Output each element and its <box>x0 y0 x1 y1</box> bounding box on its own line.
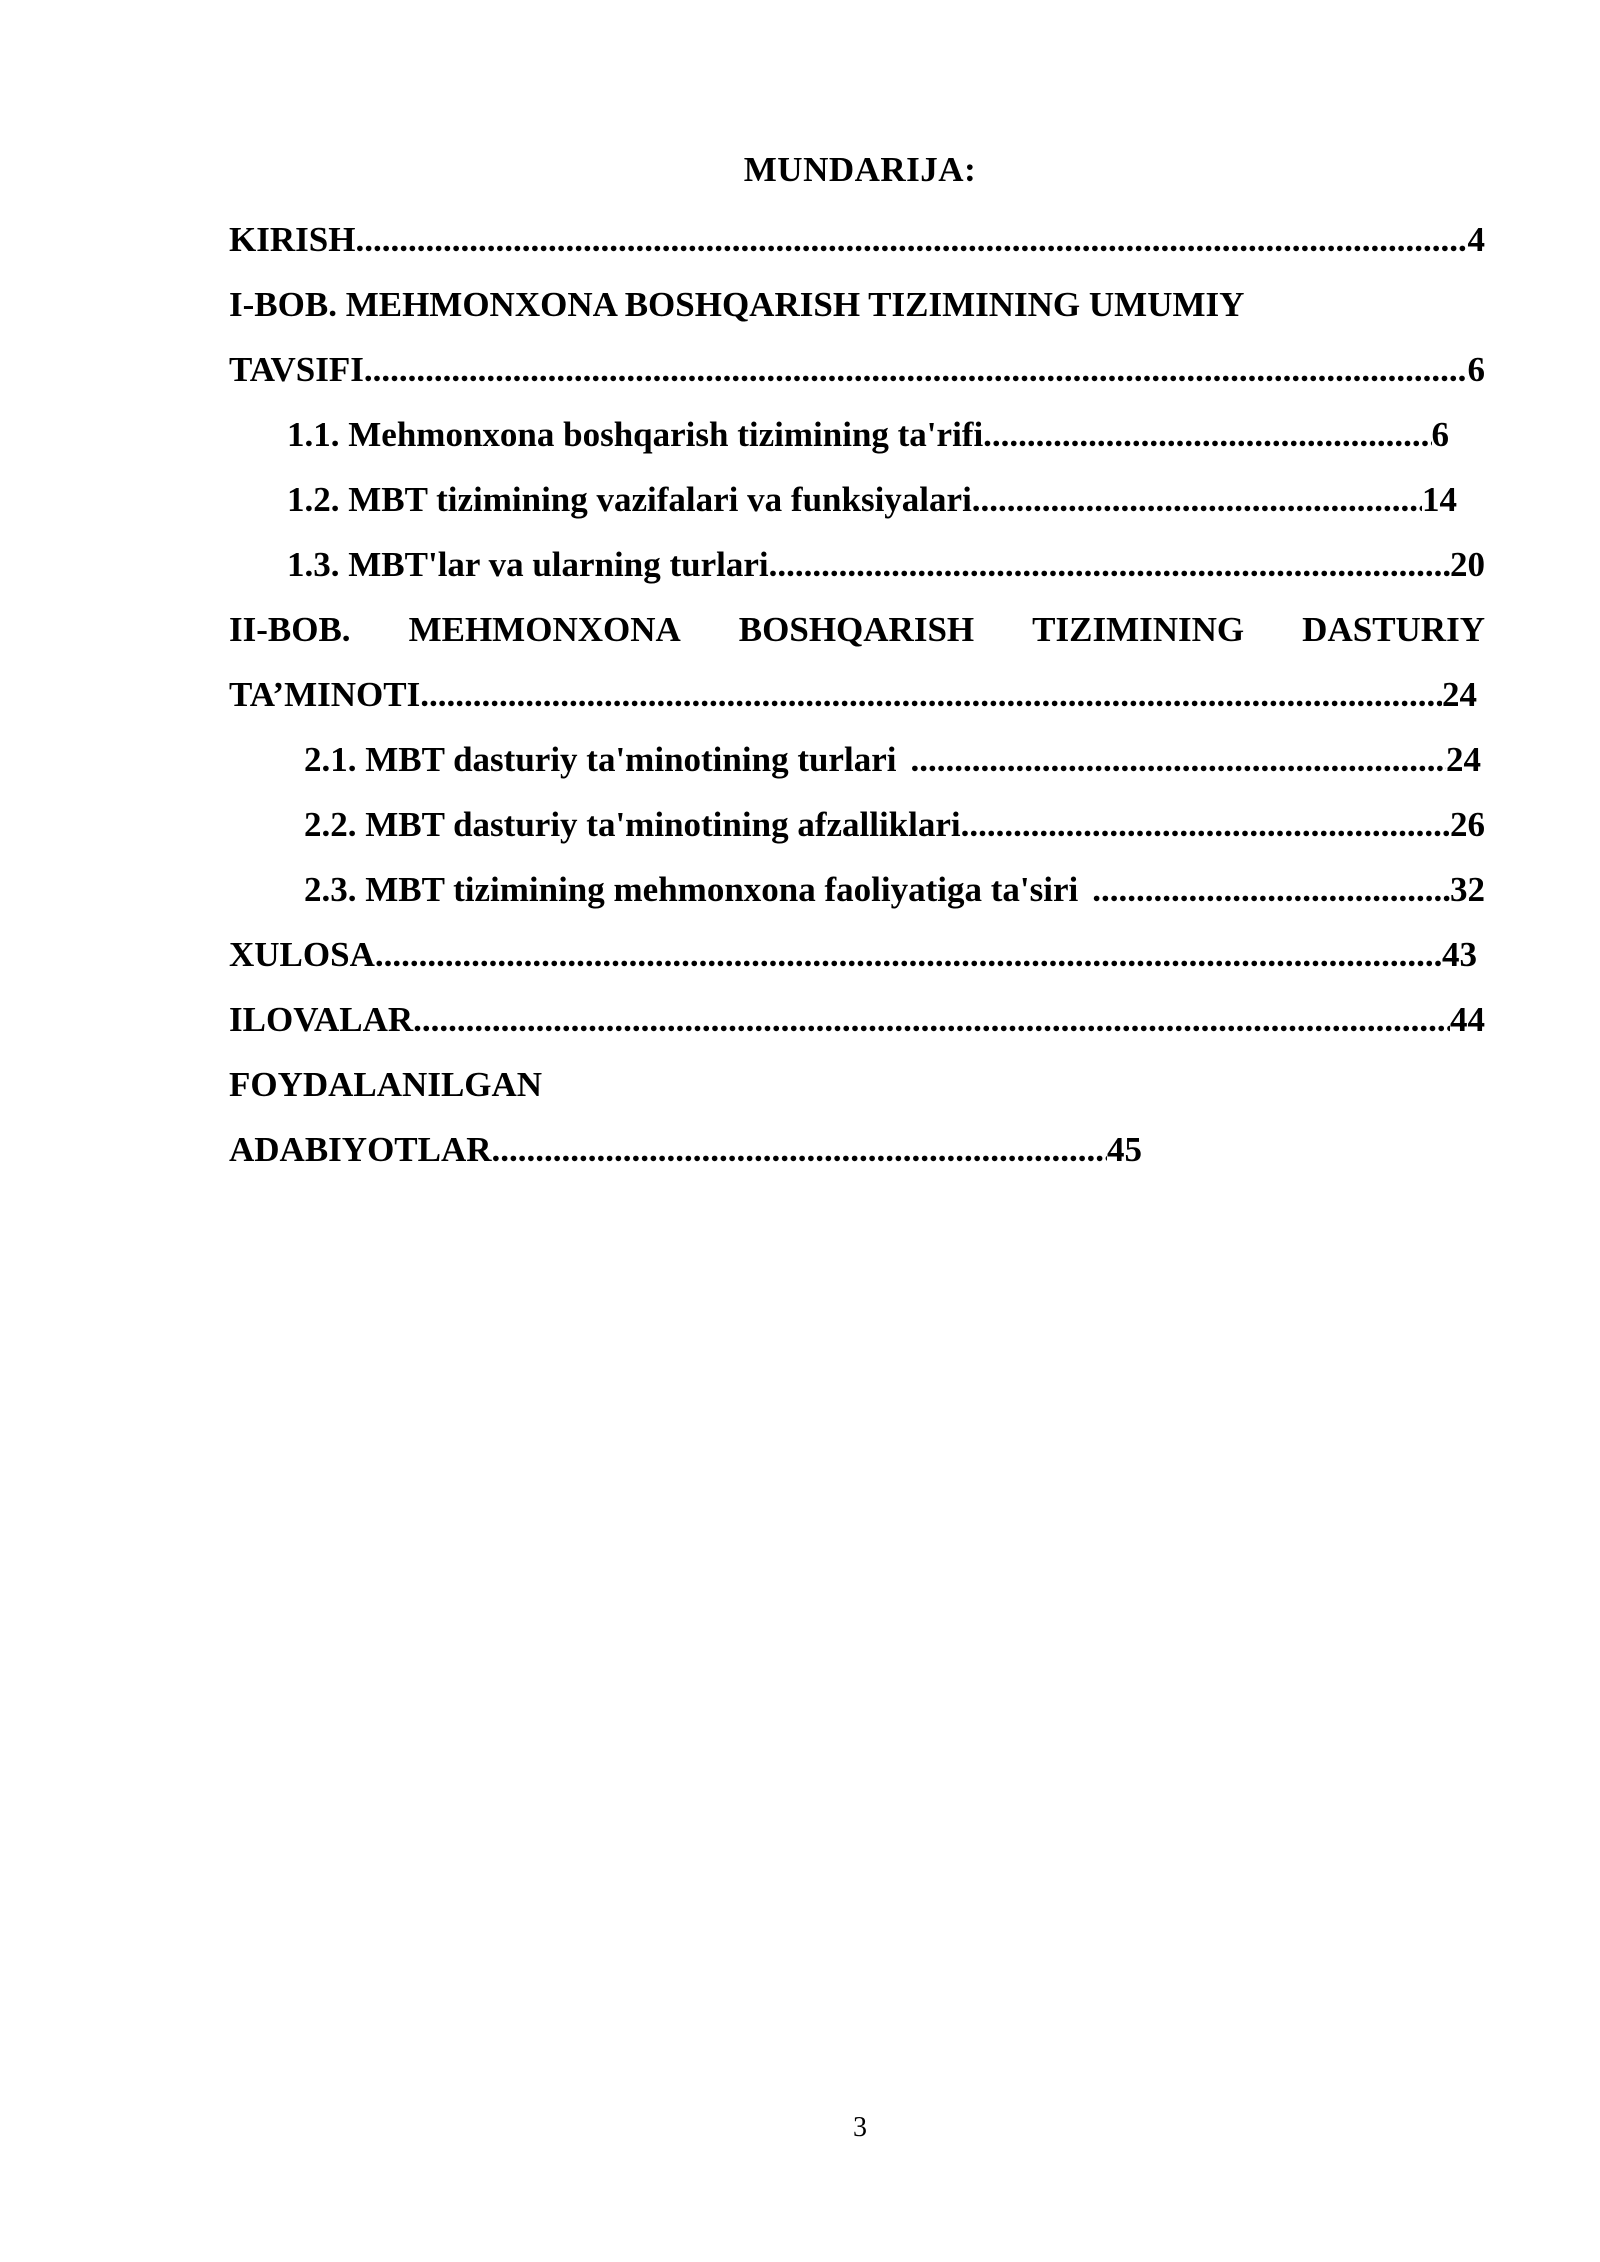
toc-word: BOSHQARISH <box>738 610 975 649</box>
toc-label: KIRISH <box>229 220 356 259</box>
toc-leader <box>420 673 1442 717</box>
toc-label: 1.2. MBT tizimining vazifalari va funksiyalari <box>287 480 972 519</box>
toc-entry-2-2 <box>304 803 1485 847</box>
toc-page-number: 6 <box>1431 415 1449 454</box>
toc-page-number: 32 <box>1450 870 1485 909</box>
toc-page-number: 4 <box>1467 220 1485 259</box>
toc-entry-ilovalar <box>229 998 1485 1042</box>
toc-entry-1-1 <box>287 413 1449 457</box>
toc-page-number: 26 <box>1450 805 1485 844</box>
toc-page-number: 20 <box>1450 545 1485 584</box>
toc-word: II-BOB. <box>229 610 351 649</box>
toc-page-number: 6 <box>1467 350 1485 389</box>
toc-entry-adabiyot-line1 <box>229 1063 542 1107</box>
toc-entry-bob2-line2 <box>229 673 1477 717</box>
toc-entry-xulosa <box>229 933 1477 977</box>
toc-entry-2-1 <box>304 738 1481 782</box>
toc-leader <box>1092 868 1450 912</box>
toc-label: 1.3. MBT'lar va ularning turlari <box>287 545 769 584</box>
toc-word: TIZIMINING <box>1032 610 1245 649</box>
toc-label: 2.1. MBT dasturiy ta'minotining turlari <box>304 740 897 779</box>
toc-page-number: 45 <box>1107 1130 1142 1169</box>
toc-label: 2.3. MBT tizimining mehmonxona faoliyatiga ta'siri <box>304 870 1079 909</box>
toc-label: I-BOB. MEHMONXONA BOSHQARISH TIZIMINING UMUMIY <box>229 285 1245 324</box>
toc-leader <box>769 543 1450 587</box>
toc-leader <box>413 998 1450 1042</box>
page-title: MUNDARIJA: <box>743 150 977 189</box>
toc-entry-kirish <box>229 218 1485 262</box>
toc-leader <box>355 218 1467 262</box>
toc-leader <box>375 933 1442 977</box>
toc-leader <box>972 478 1422 522</box>
toc-entry-bob1-line2 <box>229 348 1485 392</box>
toc-label: XULOSA <box>229 935 375 974</box>
toc-label: ADABIYOTLAR <box>229 1130 492 1169</box>
toc-page-number: 14 <box>1422 480 1457 519</box>
toc-leader <box>910 738 1446 782</box>
toc-leader <box>983 413 1431 457</box>
toc-page-number: 24 <box>1442 675 1477 714</box>
toc-page-number: 43 <box>1442 935 1477 974</box>
toc-label: ILOVALAR <box>229 1000 414 1039</box>
toc-label: 2.2. MBT dasturiy ta'minotining afzalliklari <box>304 805 961 844</box>
toc-label: FOYDALANILGAN <box>229 1065 543 1104</box>
page-number: 3 <box>853 2112 867 2143</box>
toc-entry-bob2-line1 <box>229 608 1485 652</box>
toc-label: TAVSIFI <box>229 350 364 389</box>
toc-entry-adabiyot-line2 <box>229 1128 1142 1172</box>
toc-entry-1-2 <box>287 478 1457 522</box>
toc-word: MEHMONXONA <box>408 610 681 649</box>
toc-page-number: 44 <box>1450 1000 1485 1039</box>
toc-label: TA’MINOTI <box>229 675 421 714</box>
toc-leader <box>364 348 1468 392</box>
toc-entry-2-3 <box>304 868 1485 912</box>
toc-leader <box>961 803 1450 847</box>
toc-page-number: 24 <box>1446 740 1481 779</box>
toc-word: DASTURIY <box>1302 610 1485 649</box>
toc-entry-1-3 <box>287 543 1485 587</box>
toc-label: 1.1. Mehmonxona boshqarish tizimining ta'rifi <box>287 415 984 454</box>
toc-entry-bob1-line1 <box>229 283 1244 327</box>
toc-leader <box>492 1128 1107 1172</box>
